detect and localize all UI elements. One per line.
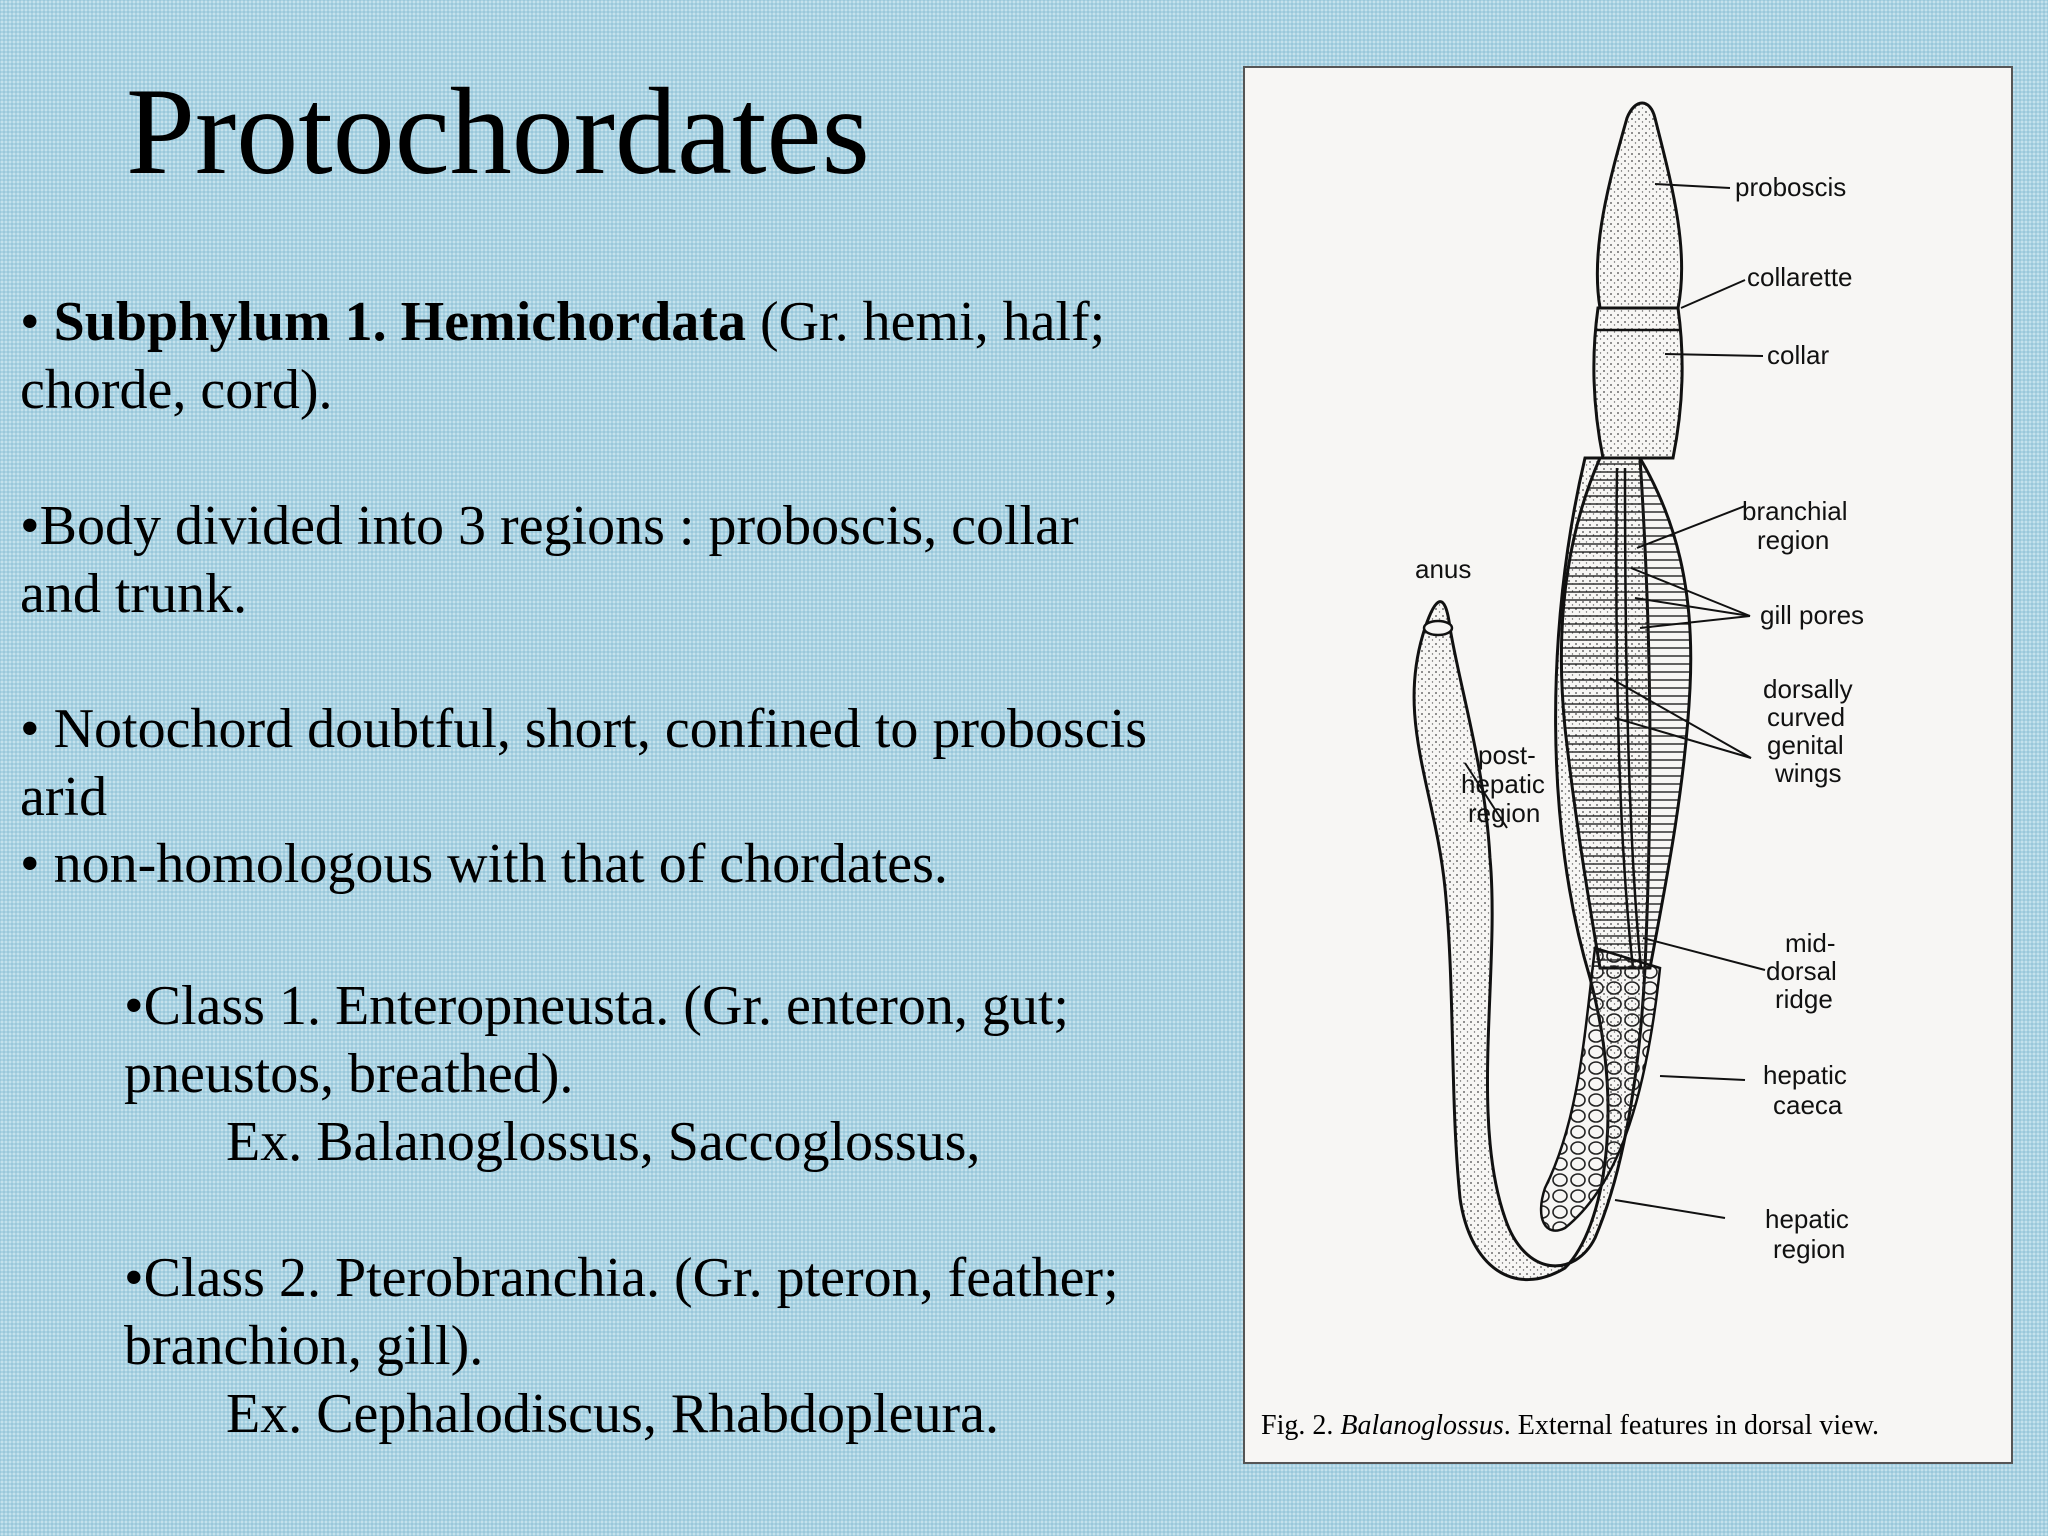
bullet-non-homologous: • non-homologous with that of chordates. [20,833,948,895]
balanoglossus-diagram [1245,68,2013,1408]
class-2-examples: Ex. Cephalodiscus, Rhabdopleura. [226,1383,999,1445]
bullet-subphylum [20,288,1170,424]
label-dorsally: dorsally [1763,674,1853,704]
slide-title: Protochordates [126,63,870,200]
caption-suffix: . External features in dorsal view. [1503,1410,1879,1441]
subphylum-etymology: (Gr. hemi, half; chorde, cord). [20,291,1106,421]
label-proboscis: proboscis [1735,172,1847,202]
bullet-notochord: • Notochord doubtful, short, confined to proboscis arid [20,698,1147,828]
label-hepatic-caeca-2: caeca [1773,1090,1843,1120]
label-collar: collar [1767,340,1830,370]
bullet-marker: • [20,291,54,353]
class-1-examples: Ex. Balanoglossus, Saccoglossus, [226,1111,981,1173]
label-hepatic-region-1: hepatic [1765,1204,1849,1234]
caption-genus: Balanoglossus [1340,1410,1504,1441]
figure-caption [1261,1410,2001,1442]
label-genital: genital [1767,730,1844,760]
label-ridge: ridge [1775,984,1833,1014]
anus-opening [1424,621,1452,635]
label-wings: wings [1775,758,1842,788]
bullet-body-regions: •Body divided into 3 regions : proboscis, collar and trunk. [20,495,1079,625]
hepatic-caeca [1541,948,1660,1231]
label-dorsal: dorsal [1766,956,1837,986]
label-branchial: branchial [1742,496,1848,526]
bullet-class-1: •Class 1. Enteropneusta. (Gr. enteron, gut; pneustos, breathed). [124,975,1069,1105]
balanoglossus-figure [1243,66,2013,1464]
label-post: post- [1478,740,1536,770]
label-gill-pores: gill pores [1760,600,1865,630]
label-hepatic-region-2: region [1773,1234,1846,1264]
label-collarette: collarette [1747,262,1853,292]
label-post-hepatic: hepatic [1461,769,1545,799]
label-hepatic-caeca-1: hepatic [1763,1060,1847,1090]
label-mid: mid- [1785,928,1836,958]
label-post-hepatic-region: region [1468,798,1541,828]
proboscis [1597,103,1681,308]
label-branchial-region: region [1757,525,1830,555]
label-anus: anus [1415,554,1472,584]
caption-prefix: Fig. 2. [1261,1410,1341,1441]
label-curved: curved [1767,702,1846,732]
bullet-class-2: •Class 2. Pterobranchia. (Gr. pteron, feather; branchion, gill). [124,1247,1119,1377]
subphylum-name: Subphylum 1. Hemichordata [53,291,746,353]
